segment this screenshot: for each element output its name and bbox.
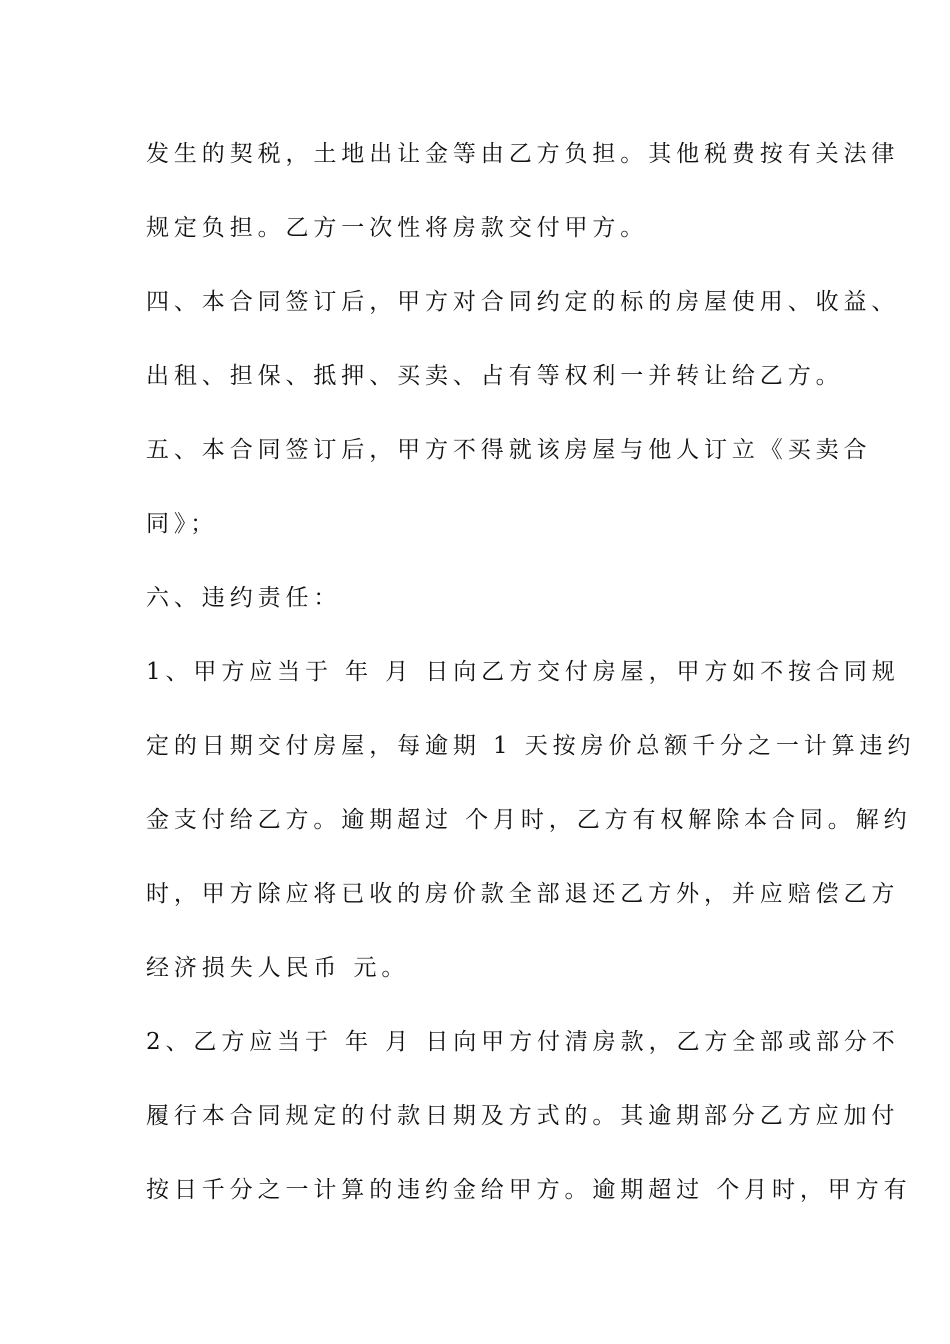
text-line: 经济损失人民币 元。 [146,955,410,981]
clause-4-line: 四、本合同签订后，甲方对合同约定的标的房屋使用、收益、 [146,289,900,315]
text-line: 定的日期交付房屋，每逾期 1 天按房价总额千分之一计算违约 [146,733,916,759]
text-line: 按日千分之一计算的违约金给甲方。逾期超过 个月时，甲方有 [146,1177,912,1203]
text-line: 履行本合同规定的付款日期及方式的。其逾期部分乙方应加付 [146,1103,900,1129]
clause-5-line: 五、本合同签订后，甲方不得就该房屋与他人订立《买卖合 [146,437,872,463]
text-line: 同》； [146,511,219,537]
clause-6-heading: 六、违约责任： [146,585,342,611]
text-line: 金支付给乙方。逾期超过 个月时，乙方有权解除本合同。解约 [146,807,912,833]
text-line: 规定负担。乙方一次性将房款交付甲方。 [146,215,649,241]
text-line: 时，甲方除应将已收的房价款全部退还乙方外，并应赔偿乙方 [146,881,900,907]
text-line: 出租、担保、抵押、买卖、占有等权利一并转让给乙方。 [146,363,844,389]
text-line: 发生的契税，土地出让金等由乙方负担。其他税费按有关法律 [146,141,900,167]
item-2-line: 2、乙方应当于 年 月 日向甲方付清房款，乙方全部或部分不 [146,1029,900,1055]
item-1-line: 1、甲方应当于 年 月 日向乙方交付房屋，甲方如不按合同规 [146,659,900,685]
